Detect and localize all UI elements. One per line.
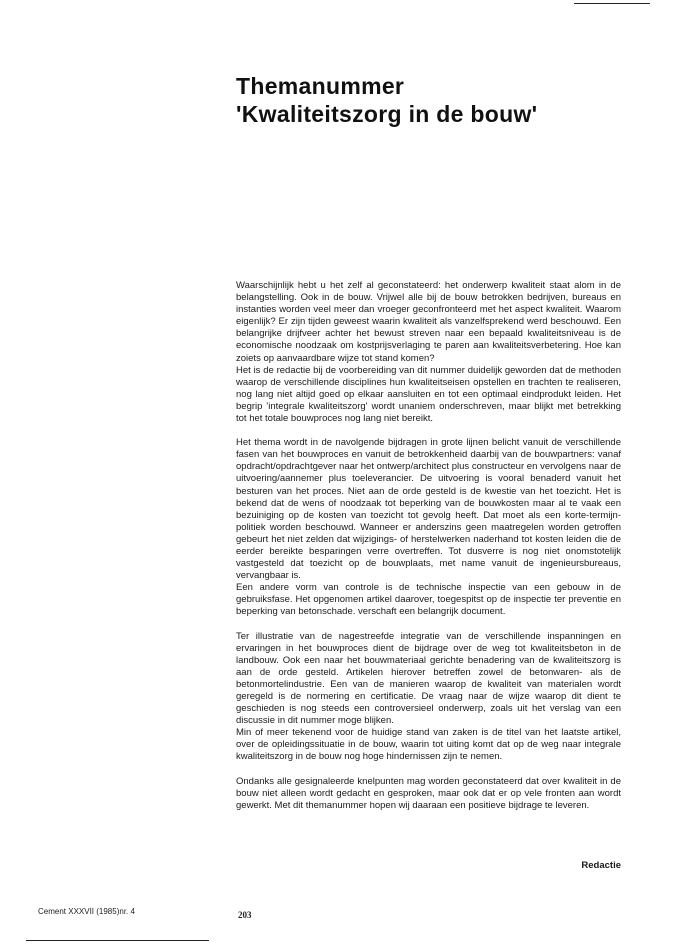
paragraph: Waarschijnlijk hebt u het zelf al geconstateerd: het onderwerp kwaliteit staat alom in de belangstelling. Ook in de bouw. Vrijwel alle bij de bouw betrokken bedrijven, bureaus en instanties worden veel meer dan vroeger geconfronteerd met het aspect kwaliteit. Waarom eigenlijk? Er zijn tijden geweest waarin kwaliteit als vanzelfsprekend werd beschouwd. Een belangrijke drijfveer achter het bewust streven naar een bepaald kwaliteitsniveau is de economische noodzaak om kostprijsverlaging te paren aan kwaliteitsverbetering. Hoe kan zoiets op aanvaardbare wijze tot stand komen?	[236, 280, 621, 364]
page-number: 203	[238, 910, 252, 920]
signature: Redactie	[581, 860, 621, 871]
paragraph: Het thema wordt in de navolgende bijdragen in grote lijnen belicht vanuit de verschillende fasen van het bouwproces en vanuit de betrokkenheid daarbij van de bouwpartners: vanaf opdracht/opdrachtgever naar het ontwerp/architect plus constructeur en vervolgens naar de uitvoering/aannemer plus toeleverancier. De uitvoering is vooral benaderd vanuit het besturen van het proces. Niet aan de orde gesteld is de kwestie van het toezicht. Het is bekend dat de wens of noodzaak tot beperking van de bouwkosten maar al te vaak een bezuiniging op de kosten van toezicht tot gevolg heeft. Dat moet als een korte-termijn-politiek worden beschouwd. Wanneer er anderszins geen maatregelen worden getroffen gebeurt het niet zelden dat wijzigings- of herstelwerken naderhand tot kosten leiden die de eerder bereikte besparingen verre overtreffen. Tot dusverre is nog niet onomstotelijk vastgesteld dat toezicht op de bouwplaats, met name vanuit de ingenieursbureaus, vervangbaar is.	[236, 437, 621, 582]
title-line-1: Themanummer	[236, 73, 405, 99]
paragraph: Een andere vorm van controle is de technische inspectie van een gebouw in de gebruiksfase. Het opgenomen artikel daarover, toegespitst op de inspectie ter preventie en beperking van betonschade. verschaft een belangrijk document.	[236, 582, 621, 618]
paragraph: Het is de redactie bij de voorbereiding van dit nummer duidelijk geworden dat de methoden waarop de verschillende disciplines hun kwaliteitseisen opstellen en trachten te realiseren, nog lang niet altijd goed op elkaar aansluiten en tot een optimaal eindprodukt leiden. Het begrip 'integrale kwaliteitszorg' wordt unaniem onderschreven, maar blijkt met betrekking tot het totale bouwproces nog lang niet bereikt.	[236, 364, 621, 425]
editorial-body	[236, 280, 621, 812]
paragraph: Min of meer tekenend voor de huidige stand van zaken is de titel van het laatste artikel, over de opleidingssituatie in de bouw, waarin tot uiting komt dat op de weg naar integrale kwaliteitszorg in de bouw nog hoge hindernissen zijn te nemen.	[236, 727, 621, 763]
title-line-2: 'Kwaliteitszorg in de bouw'	[236, 101, 538, 127]
bottom-rule	[26, 940, 209, 941]
paragraph: Ondanks alle gesignaleerde knelpunten mag worden geconstateerd dat over kwaliteit in de bouw niet alleen wordt gedacht en gesproken, maar ook dat er op vele fronten aan wordt gewerkt. Met dit themanummer hopen wij daaraan een positieve bijdrage te leveren.	[236, 775, 621, 811]
paragraph: Ter illustratie van de nagestreefde integratie van de verschillende inspanningen en ervaringen in het bouwproces dient de bijdrage over de weg tot kwaliteitsbeton in de landbouw. Ook een naar het bouwmateriaal gerichte benadering van de kwaliteitszorg is aan de orde gesteld. Artikelen hierover betreffen zowel de betonwaren- als de betonmortelindustrie. Een van de manieren waarop de kwaliteit van materialen wordt geregeld is de normering en certificatie. De vraag naar de wijze waarop dit dient te geschieden is nog steeds een controversieel onderwerp, zoals uit het verslag van een discussie in dit nummer moge blijken.	[236, 630, 621, 727]
top-rule	[574, 3, 650, 4]
page-title	[236, 72, 656, 128]
journal-reference: Cement XXXVII (1985)nr. 4	[38, 907, 135, 916]
